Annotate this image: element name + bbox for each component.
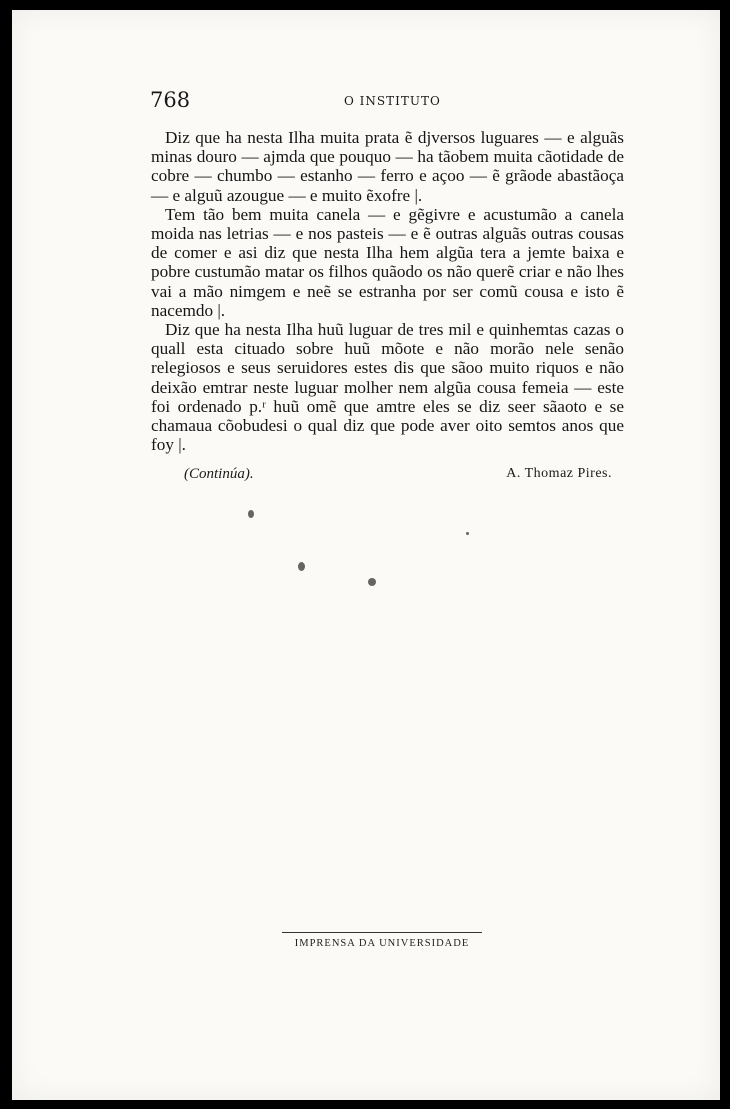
- running-head: O INSTITUTO: [344, 94, 441, 108]
- ink-speck: [248, 510, 254, 518]
- body-text: [151, 128, 624, 454]
- ink-speck: [466, 532, 469, 535]
- imprint-rule: [282, 932, 482, 933]
- page-header: [150, 88, 610, 118]
- paragraph: Diz que ha nesta Ilha huũ luguar de tres mil e quinhemtas cazas o quall esta cituado sobre huũ mõote e não morão nele senão relegiosos e seus seruidores estes dis que sãoo muito riquos e não deixão emtrar neste luguar molher nem algũa cousa femeia — este foi ordenado p.ʳ huũ omẽ que amtre eles se diz seer sãaoto e se chamaua cõobudesi o qual diz que pode aver oito semtos anos que foy |.: [151, 320, 624, 455]
- paragraph: Tem tão bem muita canela — e gẽgivre e acustumão a canela moida nas letrias — e nos pasteis — e ẽ outras alguãs outras cousas de comer e asi diz que nesta Ilha hem algũa tera a jemte baixa e pobre custumão matar os filhos quãodo os não querẽ criar e não lhes vai a mão nimgem e neẽ se estranha por ser comũ cousa e isto ẽ nacemdo |.: [151, 204, 624, 320]
- ink-speck: [298, 562, 305, 571]
- imprint: IMPRENSA DA UNIVERSIDADE: [294, 938, 470, 949]
- ink-speck: [368, 578, 376, 586]
- paragraph: Diz que ha nesta Ilha muita prata ẽ djversos luguares — e alguãs minas douro — ajmda que pouquo — ha tãobem muita cãotidade de cobre — chumbo — estanho — ferro e açoo — ẽ grãode abastãoça — e alguũ azougue — e muito ẽxofre |.: [151, 128, 624, 205]
- closing-line: [154, 466, 612, 488]
- page-number: 768: [150, 88, 191, 112]
- document-page: [12, 10, 720, 1100]
- continua-note: (Continúa).: [184, 466, 254, 482]
- author-signature: A. Thomaz Pires.: [506, 466, 612, 481]
